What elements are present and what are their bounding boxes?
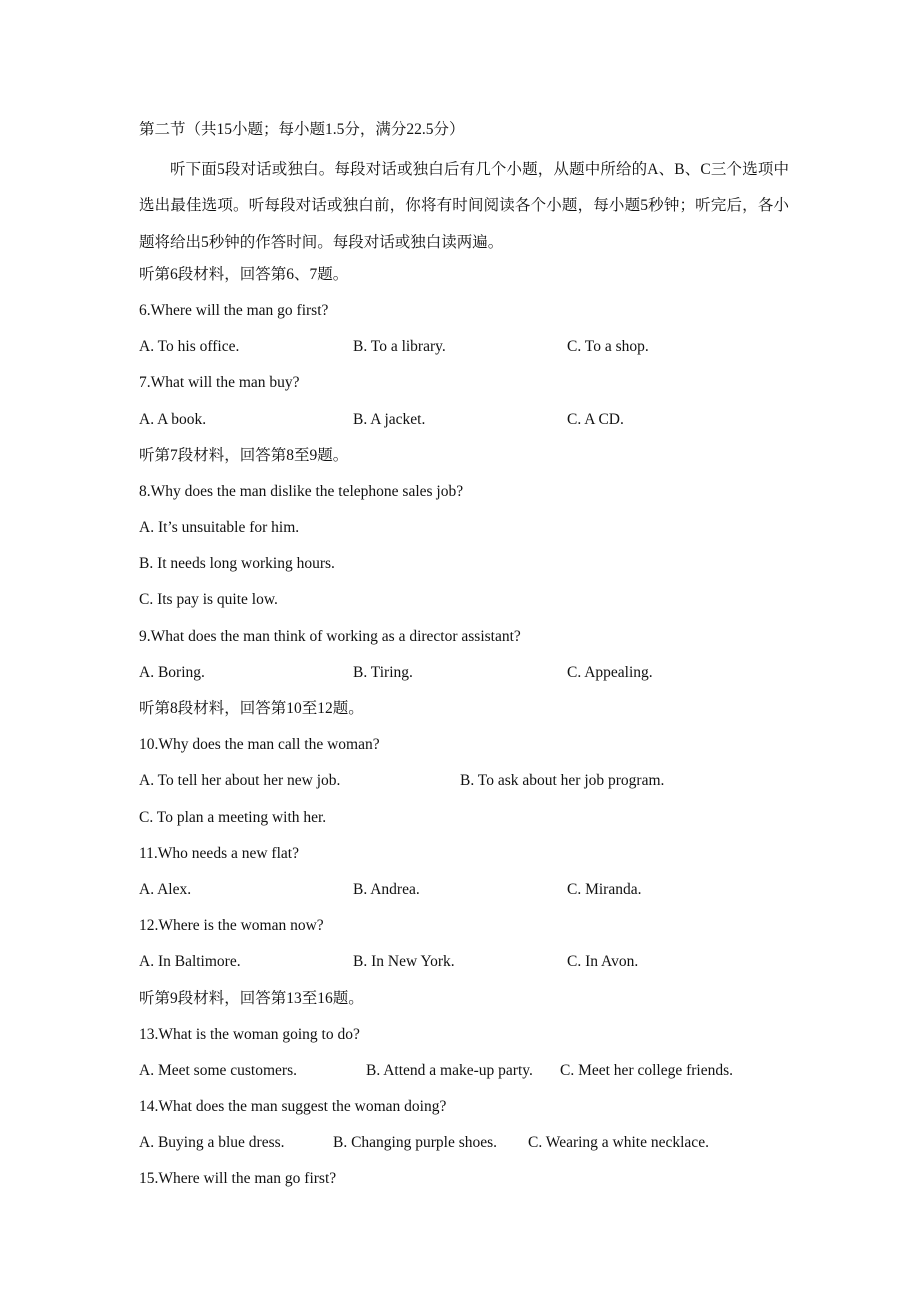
option-b: B. Andrea. — [353, 880, 420, 898]
option-b: B. Tiring. — [353, 663, 413, 681]
option-row — [139, 948, 789, 984]
group-label: 听第6段材料，回答第6、7题。 — [139, 265, 349, 283]
option-c: C. A CD. — [567, 410, 624, 428]
instructions: 听下面5段对话或独白。每段对话或独白后有几个小题，从题中所给的A、B、C三个选项中选出最佳选项。听每段对话或独白前，你将有时间阅读各个小题，每小题5秒钟；听完后，各小题将给出5秒钟的作答时间。每段对话或独白读两遍。 — [139, 161, 789, 251]
option-c: C. Its pay is quite low. — [139, 591, 278, 609]
option-a: A. In Baltimore. — [139, 953, 241, 971]
question-stem: 8.Why does the man dislike the telephone sales job? — [139, 482, 464, 500]
option-b: B. In New York. — [353, 953, 455, 971]
exam-page — [139, 116, 789, 1202]
question-stem: 10.Why does the man call the woman? — [139, 736, 380, 754]
option-c: C. Wearing a white necklace. — [528, 1134, 709, 1152]
option-row — [139, 659, 789, 695]
option-a: A. A book. — [139, 410, 207, 428]
question-stem: 14.What does the man suggest the woman doing? — [139, 1098, 447, 1116]
option-c: C. Miranda. — [567, 880, 642, 898]
option-a: A. It’s unsuitable for him. — [139, 519, 300, 537]
option-a: A. Boring. — [139, 663, 205, 681]
option-a: A. To his office. — [139, 338, 240, 356]
question-stem: 7.What will the man buy? — [139, 374, 300, 392]
group-label: 听第7段材料，回答第8至9题。 — [139, 446, 349, 464]
group-label: 听第9段材料，回答第13至16题。 — [139, 989, 364, 1007]
option-row — [139, 876, 789, 912]
option-row — [139, 406, 789, 442]
option-a: A. Meet some customers. — [139, 1061, 297, 1079]
option-c: C. Meet her college friends. — [560, 1061, 734, 1079]
option-b: B. To a library. — [353, 338, 446, 356]
option-b: B. A jacket. — [353, 410, 426, 428]
option-a: A. To tell her about her new job. — [139, 772, 341, 790]
question-stem: 11.Who needs a new flat? — [139, 844, 299, 862]
option-b: B. Attend a make-up party. — [366, 1061, 533, 1079]
question-stem: 9.What does the man think of working as a director assistant? — [139, 627, 521, 645]
question-stem: 12.Where is the woman now? — [139, 917, 324, 935]
question-stem: 15.Where will the man go first? — [139, 1170, 337, 1188]
option-c: C. In Avon. — [567, 953, 639, 971]
option-row — [139, 767, 789, 803]
option-c: C. To a shop. — [567, 338, 649, 356]
group-label: 听第8段材料，回答第10至12题。 — [139, 700, 364, 718]
option-row — [139, 1057, 789, 1093]
section-header: 第二节（共15小题；每小题1.5分，满分22.5分） — [139, 121, 465, 138]
option-a: A. Alex. — [139, 880, 192, 898]
option-c: C. To plan a meeting with her. — [139, 808, 327, 826]
question-stem: 6.Where will the man go first? — [139, 301, 329, 319]
option-a: A. Buying a blue dress. — [139, 1134, 285, 1152]
option-c: C. Appealing. — [567, 663, 653, 681]
option-b: B. It needs long working hours. — [139, 555, 335, 573]
question-stem: 13.What is the woman going to do? — [139, 1025, 360, 1043]
option-b: B. To ask about her job program. — [460, 772, 665, 790]
option-row — [139, 333, 789, 369]
option-b: B. Changing purple shoes. — [333, 1134, 498, 1152]
option-row — [139, 1129, 789, 1165]
